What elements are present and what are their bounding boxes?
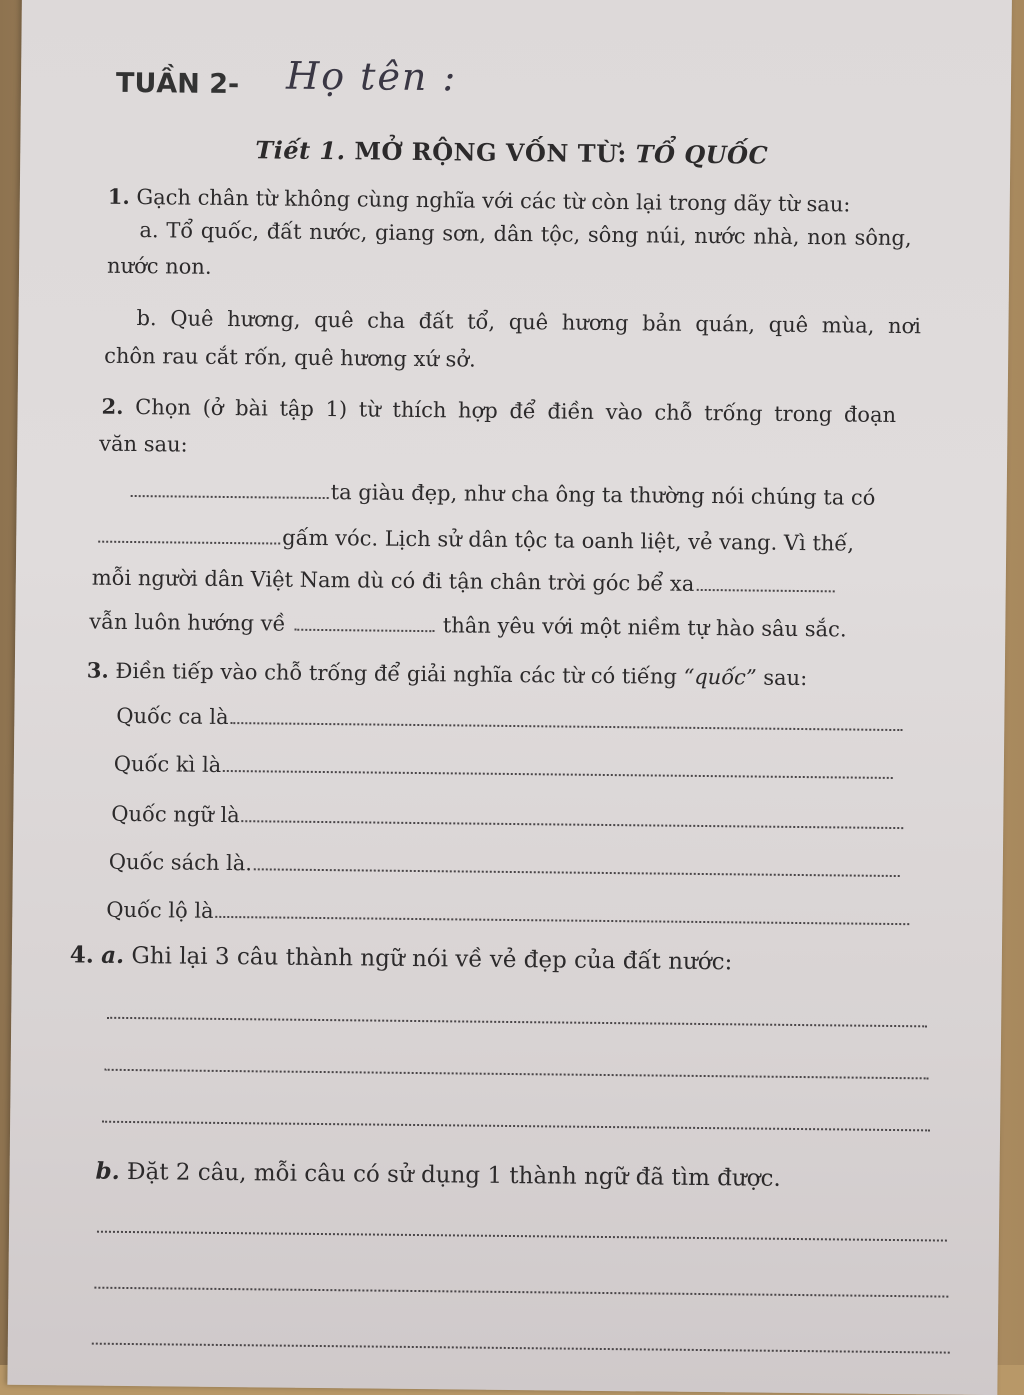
definition-term: Quốc lộ là: [106, 897, 214, 923]
answer-line-4b-3[interactable]: [92, 1342, 950, 1354]
exercise-1a-line1: a. Tổ quốc, đất nước, giang sơn, dân tộc, sông núi, nước nhà, non sông,: [139, 218, 912, 251]
definition-item-quoc-lo: [106, 898, 912, 930]
answer-line[interactable]: [254, 867, 900, 877]
blank-line[interactable]: [696, 588, 834, 592]
exercise-4a-text: Ghi lại 3 câu thành ngữ nói về vẻ đẹp của đất nước:: [131, 943, 733, 976]
exercise-1-prompt: [108, 184, 851, 217]
definition-item-quoc-ngu: [111, 802, 906, 834]
lesson-topic: MỞ RỘNG VỐN TỪ:: [354, 136, 627, 169]
answer-line-4a-1[interactable]: [107, 1016, 927, 1028]
lesson-number: Tiết 1.: [255, 135, 346, 166]
exercise-2-number: 2.: [101, 393, 124, 419]
definition-item-quoc-ki: [114, 752, 896, 784]
lesson-title: [255, 135, 768, 169]
blank-line[interactable]: [131, 494, 329, 499]
definition-term: Quốc ngữ là: [111, 801, 240, 828]
exercise-2-text: Chọn (ở bài tập 1) từ thích hợp để điền vào chỗ trống trong đoạn: [135, 395, 897, 427]
answer-line-4a-3[interactable]: [102, 1120, 930, 1132]
answer-line-4b-1[interactable]: [97, 1230, 947, 1242]
exercise-2-para-line4: [89, 610, 846, 642]
blank-line[interactable]: [294, 628, 434, 632]
definition-term: Quốc ca là: [116, 703, 229, 730]
answer-line-4b-2[interactable]: [94, 1286, 948, 1298]
definition-term: Quốc sách là.: [108, 849, 253, 876]
definition-term: Quốc kì là: [113, 751, 222, 777]
exercise-2-para-line3: [92, 566, 837, 598]
answer-line[interactable]: [231, 721, 903, 731]
lesson-keyword: TỔ QUỐC: [635, 139, 769, 170]
exercise-4-number: 4.: [69, 941, 95, 969]
exercise-4a-prompt: [70, 941, 733, 975]
worksheet-page: [7, 0, 1012, 1395]
exercise-2-para-line2: [96, 524, 854, 556]
exercise-4a-label: a.: [101, 941, 125, 969]
exercise-1b-line2: chôn rau cắt rốn, quê hương xứ sở.: [104, 343, 476, 372]
para-text: thân yêu với một niềm tự hào sâu sắc.: [442, 613, 847, 642]
student-name-label: Họ tên :: [285, 53, 458, 100]
exercise-1b-line1: b. Quê hương, quê cha đất tổ, quê hương bản quán, quê mùa, nơi: [136, 306, 922, 339]
exercise-2-prompt: [101, 394, 896, 427]
exercise-1-number: 1.: [107, 183, 130, 209]
para-text: vẫn luôn hướng về: [89, 609, 286, 636]
exercise-3-text: Điền tiếp vào chỗ trống để giải nghĩa các từ có tiếng: [115, 658, 678, 689]
exercise-2-prompt-line2: văn sau:: [99, 431, 188, 457]
answer-line[interactable]: [216, 915, 910, 925]
week-label: TUẦN 2-: [115, 67, 240, 101]
exercise-1a-line2: nước non.: [106, 253, 212, 279]
exercise-4b-text: Đặt 2 câu, mỗi câu có sử dụng 1 thành ngữ đã tìm được.: [126, 1158, 781, 1192]
exercise-3-prompt: [87, 658, 808, 691]
exercise-2-para-line1: [129, 478, 876, 510]
exercise-3-number: 3.: [86, 657, 109, 683]
para-text: mỗi người dân Việt Nam dù có đi tận chân trời góc bể xa: [91, 565, 695, 596]
definition-item-quoc-ca: [116, 704, 904, 736]
para-text: ta giàu đẹp, như cha ông ta thường nói chúng ta có: [330, 480, 876, 510]
exercise-3-keyword: “quốc”: [683, 664, 757, 690]
exercise-1-text: Gạch chân từ không cùng nghĩa với các từ còn lại trong dãy từ sau:: [136, 185, 851, 217]
blank-line[interactable]: [98, 540, 280, 545]
answer-line[interactable]: [242, 819, 904, 829]
para-text: gấm vóc. Lịch sử dân tộc ta oanh liệt, vẻ vang. Vì thế,: [282, 525, 855, 556]
answer-line[interactable]: [223, 769, 893, 779]
answer-line-4a-2[interactable]: [105, 1068, 929, 1080]
exercise-3-text-end: sau:: [763, 665, 808, 691]
exercise-4b-prompt: [95, 1158, 780, 1192]
exercise-4b-label: b.: [95, 1157, 120, 1185]
definition-item-quoc-sach: [109, 850, 902, 882]
